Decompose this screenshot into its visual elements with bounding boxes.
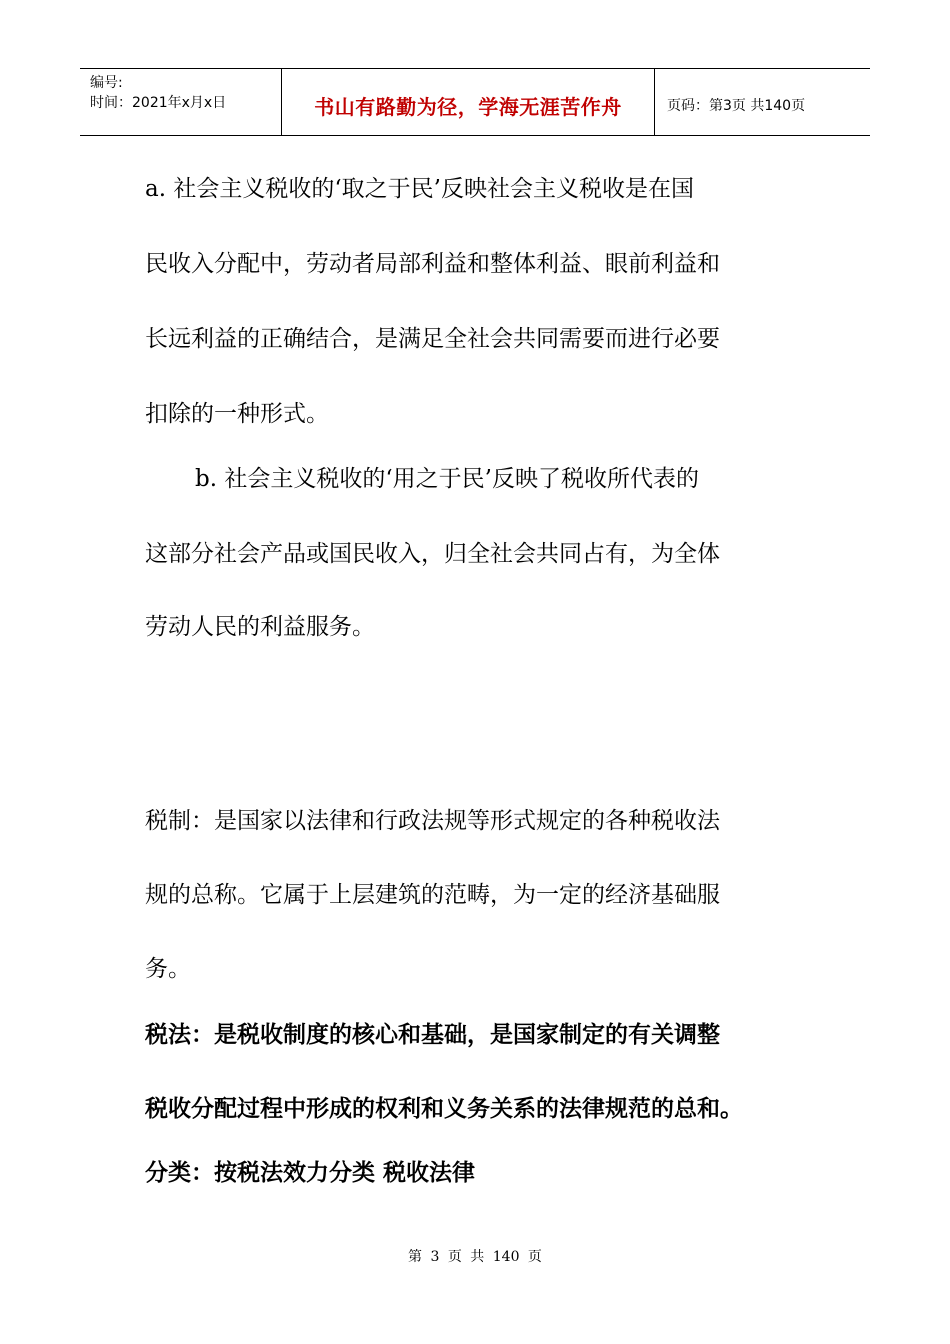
- tax-system-line-2: 规的总称。它属于上层建筑的范畴，为一定的经济基础服: [145, 882, 720, 908]
- paragraph-b-line-1: b. 社会主义税收的‘用之于民’反映了税收所代表的: [195, 466, 699, 492]
- serial-number-label: 编号:: [90, 75, 123, 91]
- tax-law-line-1: 税法：是税收制度的核心和基础，是国家制定的有关调整: [145, 1022, 720, 1048]
- header-page-info: 页码：第3页 共140页: [667, 98, 806, 114]
- page-footer: 第 3 页 共 140 页: [408, 1249, 542, 1265]
- paragraph-b-line-2: 这部分社会产品或国民收入，归全社会共同占有，为全体: [145, 541, 720, 567]
- paragraph-a-line-2: 民收入分配中，劳动者局部利益和整体利益、眼前利益和: [145, 251, 720, 277]
- tax-law-line-2: 税收分配过程中形成的权利和义务关系的法律规范的总和。: [145, 1096, 743, 1122]
- tax-system-line-3: 务。: [145, 956, 191, 982]
- classification-line: 分类：按税法效力分类 税收法律: [145, 1160, 476, 1186]
- paragraph-a-line-1: a. 社会主义税收的‘取之于民’反映社会主义税收是在国: [145, 176, 694, 202]
- header-meta-cell: [80, 69, 282, 135]
- header-motto: 书山有路勤为径，学海无涯苦作舟: [282, 69, 655, 135]
- paragraph-a-line-3: 长远利益的正确结合，是满足全社会共同需要而进行必要: [145, 326, 720, 352]
- paragraph-a-line-4: 扣除的一种形式。: [145, 401, 329, 427]
- page-header: [80, 68, 870, 136]
- date-label: 时间：2021年x月x日: [90, 95, 227, 111]
- paragraph-b-line-3: 劳动人民的利益服务。: [145, 614, 375, 640]
- tax-system-line-1: 税制：是国家以法律和行政法规等形式规定的各种税收法: [145, 808, 720, 834]
